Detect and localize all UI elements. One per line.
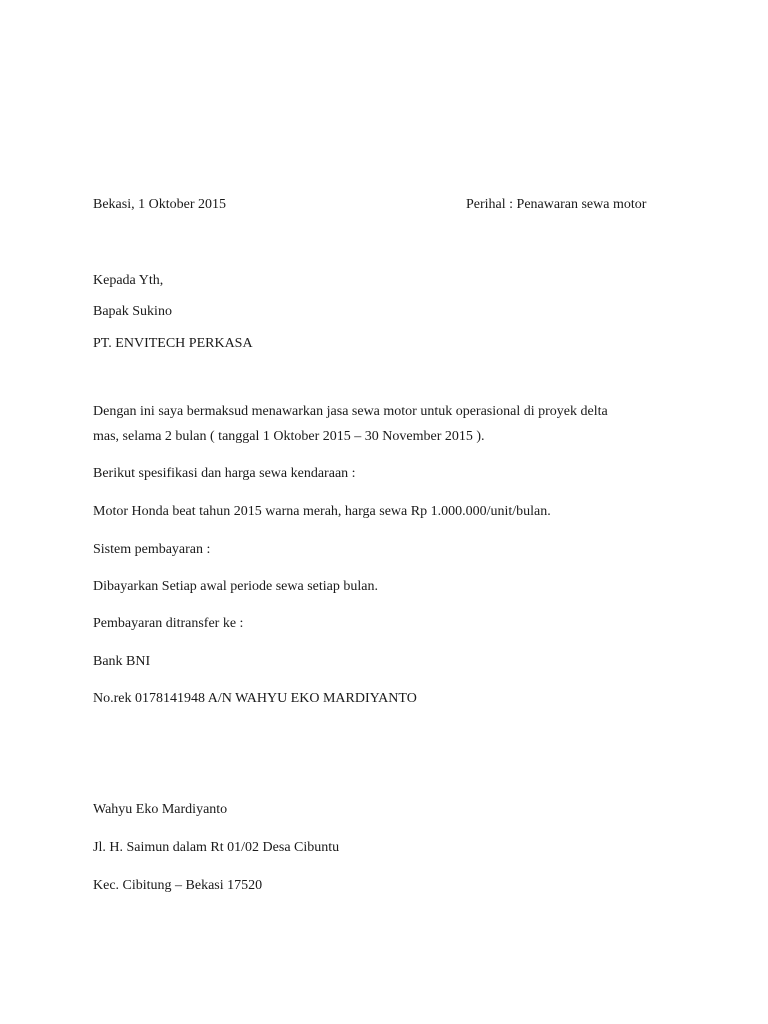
recipient-company: PT. ENVITECH PERKASA xyxy=(93,336,253,351)
payment-heading: Sistem pembayaran : xyxy=(93,542,211,557)
account-number: No.rek 0178141948 A/N WAHYU EKO MARDIYANTO xyxy=(93,691,417,706)
spec-detail: Motor Honda beat tahun 2015 warna merah, harga sewa Rp 1.000.000/unit/bulan. xyxy=(93,504,551,519)
recipient-salutation: Kepada Yth, xyxy=(93,273,164,288)
transfer-heading: Pembayaran ditransfer ke : xyxy=(93,616,244,631)
sender-address-line-1: Jl. H. Saimun dalam Rt 01/02 Desa Cibuntu xyxy=(93,840,340,855)
spec-heading: Berikut spesifikasi dan harga sewa kendaraan : xyxy=(93,466,356,481)
intro-line-2: mas, selama 2 bulan ( tanggal 1 Oktober 2015 – 30 November 2015 ). xyxy=(93,429,485,444)
subject-line: Perihal : Penawaran sewa motor xyxy=(466,197,647,212)
payment-detail: Dibayarkan Setiap awal periode sewa setiap bulan. xyxy=(93,579,378,594)
sender-name: Wahyu Eko Mardiyanto xyxy=(93,802,228,817)
bank-name: Bank BNI xyxy=(93,654,151,669)
recipient-name: Bapak Sukino xyxy=(93,304,172,319)
sender-address-line-2: Kec. Cibitung – Bekasi 17520 xyxy=(93,878,263,893)
intro-line-1: Dengan ini saya bermaksud menawarkan jasa sewa motor untuk operasional di proyek delta xyxy=(93,404,608,419)
place-date: Bekasi, 1 Oktober 2015 xyxy=(93,197,226,212)
